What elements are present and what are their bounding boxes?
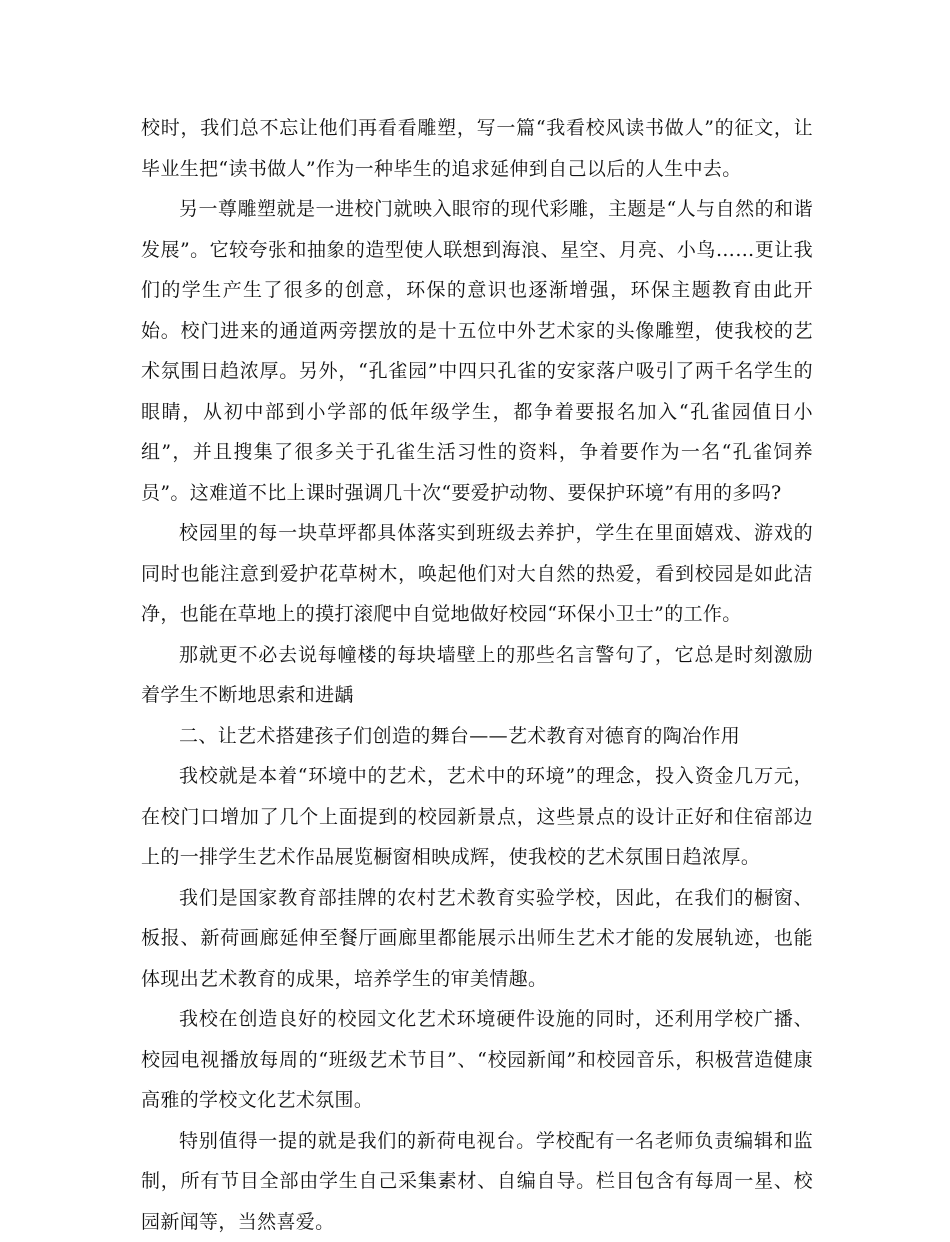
paragraph-2: 另一尊雕塑就是一进校门就映入眼帘的现代彩雕，主题是“人与自然的和谐发展”。它较夸张和抽象的造型使人联想到海浪、星空、月亮、小鸟……更让我们的学生产生了很多的创意，环保的意识也逐渐增强，环保主题教育由此开始。校门进来的通道两旁摆放的是十五位中外艺术家的头像雕塑，使我校的艺术氛围日趋浓厚。另外，“孔雀园”中四只孔雀的安家落户吸引了两千名学生的眼睛，从初中部到小学部的低年级学生，都争着要报名加入“孔雀园值日小组”，并且搜集了很多关于孔雀生活习性的资料，争着要作为一名“孔雀饲养员”。这难道不比上课时强调几十次“要爱护动物、要保护环境”有用的多吗? [141, 189, 813, 513]
paragraph-1: 校时，我们总不忘让他们再看看雕塑，写一篇“我看校风读书做人”的征文，让毕业生把“读书做人”作为一种毕生的追求延伸到自己以后的人生中去。 [141, 108, 813, 189]
paragraph-8: 特别值得一提的就是我们的新荷电视台。学校配有一名老师负责编辑和监制，所有节目全部由学生自己采集素材、自编自导。栏目包含有每周一星、校园新闻等，当然喜爱。 [141, 1121, 813, 1242]
paragraph-5: 我校就是本着“环境中的艺术，艺术中的环境”的理念，投入资金几万元，在校门口增加了几个上面提到的校园新景点，这些景点的设计正好和住宿部边上的一排学生艺术作品展览橱窗相映成辉，使我校的艺术氛围日趋浓厚。 [141, 756, 813, 878]
paragraph-4: 那就更不必去说每幢楼的每块墙壁上的那些名言警句了，它总是时刻激励着学生不断地思索和进龋 [141, 635, 813, 716]
document-body [141, 108, 813, 1242]
paragraph-3: 校园里的每一块草坪都具体落实到班级去养护，学生在里面嬉戏、游戏的同时也能注意到爱护花草树木，唤起他们对大自然的热爱，看到校园是如此洁净，也能在草地上的摸打滚爬中自觉地做好校园“环保小卫士”的工作。 [141, 513, 813, 635]
section-heading: 二、让艺术搭建孩子们创造的舞台——艺术教育对德育的陶冶作用 [141, 716, 813, 757]
paragraph-7: 我校在创造良好的校园文化艺术环境硬件设施的同时，还利用学校广播、校园电视播放每周的“班级艺术节目”、“校园新闻”和校园音乐，积极营造健康高雅的学校文化艺术氛围。 [141, 999, 813, 1121]
paragraph-6: 我们是国家教育部挂牌的农村艺术教育实验学校，因此，在我们的橱窗、板报、新荷画廊延伸至餐厅画廊里都能展示出师生艺术才能的发展轨迹，也能体现出艺术教育的成果，培养学生的审美情趣。 [141, 878, 813, 1000]
